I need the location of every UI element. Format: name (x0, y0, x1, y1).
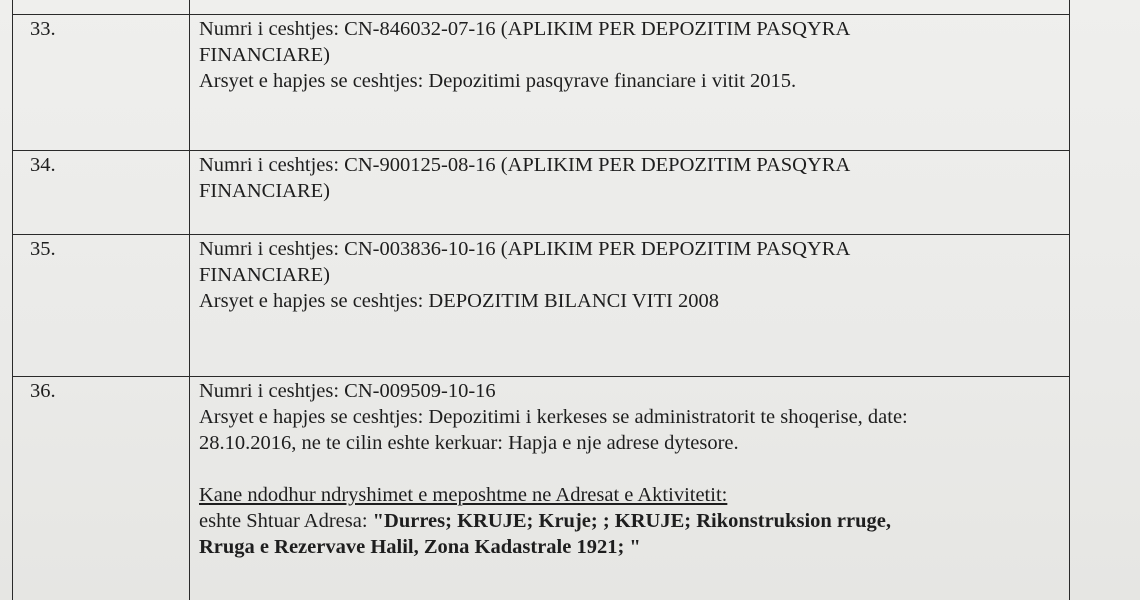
row-number-cell (13, 0, 190, 15)
row-number-text: 35. (30, 238, 56, 260)
case-number-line: Numri i ceshtjes: CN-009509-10-16 (199, 380, 496, 402)
blank-line (199, 456, 1059, 482)
row-number (13, 15, 190, 151)
added-address-continuation: Rruga e Rezervave Halil, Zona Kadastrale 1921; " (199, 536, 641, 558)
table-row-34 (13, 151, 1070, 235)
row-number-text: 36. (30, 380, 56, 402)
row-number (13, 235, 190, 377)
case-number-line: Numri i ceshtjes: CN-003836-10-16 (APLIKIM PER DEPOZITIM PASQYRA (199, 238, 851, 260)
added-address-value: "Durres; KRUJE; Kruje; ; KRUJE; Rikonstruksion rruge, (372, 510, 891, 532)
row-number-text: 34. (30, 154, 56, 176)
row-content (190, 15, 1070, 151)
row-content (190, 151, 1070, 235)
case-reason-line: Arsyet e hapjes se ceshtjes: Depozitimi i kerkeses se administratorit te shoqerise, date: (199, 406, 908, 428)
row-number (13, 151, 190, 235)
table-row-top (13, 0, 1070, 15)
added-address-prefix: eshte Shtuar Adresa: (199, 510, 373, 532)
changes-heading: Kane ndodhur ndryshimet e meposhtme ne Adresat e Aktivitetit: (199, 484, 728, 506)
case-reason-line: Arsyet e hapjes se ceshtjes: DEPOZITIM BILANCI VITI 2008 (199, 290, 719, 312)
case-type-line: FINANCIARE) (199, 44, 330, 66)
registry-table (12, 0, 1070, 600)
case-reason-line: Arsyet e hapjes se ceshtjes: Depozitimi pasqyrave financiare i vitit 2015. (199, 70, 797, 92)
row-number (13, 377, 190, 600)
case-number-line: Numri i ceshtjes: CN-900125-08-16 (APLIKIM PER DEPOZITIM PASQYRA (199, 154, 851, 176)
case-type-line: FINANCIARE) (199, 264, 330, 286)
row-content-cell (190, 0, 1070, 15)
table-row-35 (13, 235, 1070, 377)
row-content (190, 235, 1070, 377)
added-address-line (199, 508, 1059, 534)
table-row-33 (13, 15, 1070, 151)
case-number-line: Numri i ceshtjes: CN-846032-07-16 (APLIKIM PER DEPOZITIM PASQYRA (199, 18, 851, 40)
case-type-line: FINANCIARE) (199, 180, 330, 202)
table-row-36 (13, 377, 1070, 600)
row-number-text: 33. (30, 18, 56, 40)
row-content (190, 377, 1070, 600)
case-reason-continuation: 28.10.2016, ne te cilin eshte kerkuar: Hapja e nje adrese dytesore. (199, 432, 739, 454)
